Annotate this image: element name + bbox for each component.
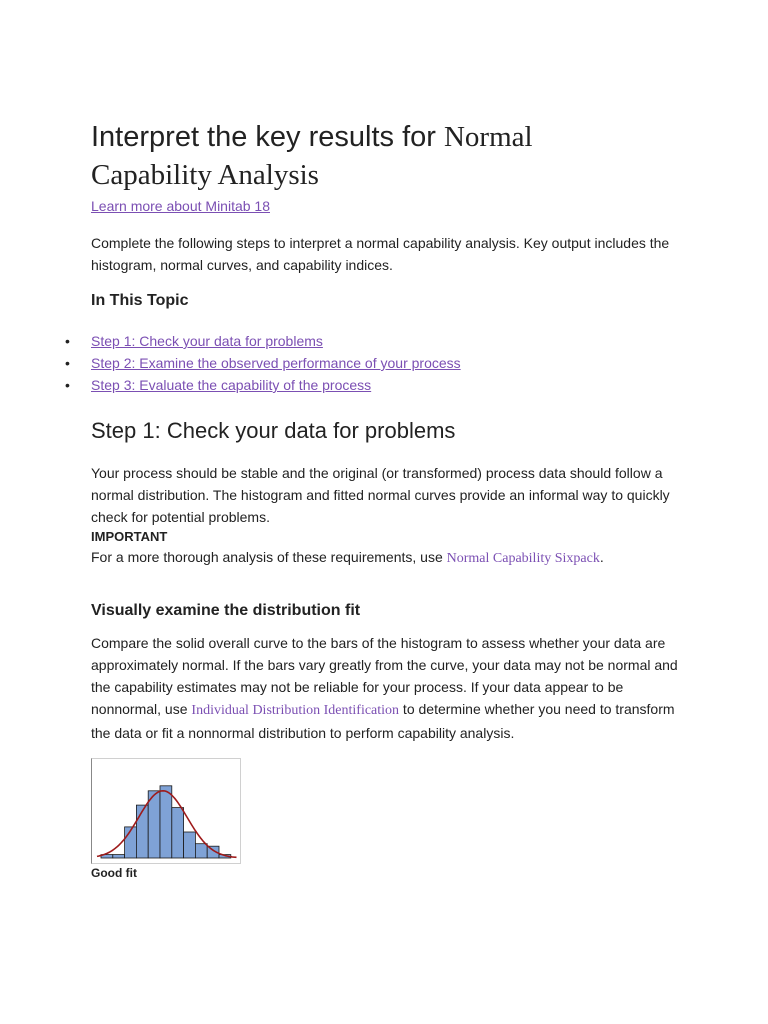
intro-paragraph: Complete the following steps to interpret a normal capability analysis. Key output includes the histogram, normal curves, and capability indices. [91, 235, 670, 273]
histogram-bar [113, 855, 125, 858]
important-end: . [599, 549, 604, 565]
histogram-bar [172, 808, 184, 858]
toc-list [65, 330, 691, 396]
article [65, 118, 691, 880]
title-part1: Interpret the key results for [91, 121, 444, 153]
important-paragraph [91, 546, 691, 570]
step1-paragraph: Your process should be stable and the original (or transformed) process data should follow a normal distribution. The histogram and fitted normal curves provide an informal way to quickly check for potential problems. [91, 465, 670, 525]
histogram-chart [91, 758, 241, 864]
individual-distribution-identification-link[interactable]: Individual Distribution Identification [191, 703, 400, 718]
normal-capability-sixpack-link[interactable]: Normal Capability Sixpack [446, 551, 600, 566]
figure-caption: Good fit [91, 866, 137, 880]
distribution-fit-paragraph [91, 632, 691, 744]
fit-text-b: to determine whether you need to transform the data or fit a nonnormal distribution to perform capability analysis. [91, 701, 675, 741]
distribution-fit-heading: Visually examine the distribution fit [91, 602, 361, 619]
step1-heading: Step 1: Check your data for problems [91, 418, 456, 443]
histogram-bar [136, 805, 148, 858]
bullet-icon: • [65, 377, 70, 393]
important-text: For a more thorough analysis of these requirements, use [91, 549, 447, 565]
page-title [91, 118, 691, 194]
toc-item [65, 330, 691, 352]
toc-item [65, 352, 691, 374]
histogram-bar [160, 786, 172, 858]
title-line2: Capability Analysis [91, 159, 319, 191]
toc-item [65, 374, 691, 396]
toc-link-step-3[interactable]: Step 3: Evaluate the capability of the process [91, 377, 372, 393]
bullet-icon: • [65, 355, 70, 371]
bullet-icon: • [65, 333, 70, 349]
good-fit-figure [91, 758, 241, 880]
learn-more-link[interactable]: Learn more about Minitab 18 [91, 198, 270, 214]
fit-text-a: Compare the solid overall curve to the bars of the histogram to assess whether your data are approximately normal. If the bars vary greatly from the curve, your data may not be normal and the capability estimates may not be reliable for your process. If your data appear to be nonnormal, use [91, 635, 678, 717]
histogram-bar [184, 832, 196, 858]
title-part2: Normal [443, 121, 533, 153]
histogram-bar [195, 844, 207, 858]
important-label: IMPORTANT [91, 529, 168, 544]
toc-link-step-1[interactable]: Step 1: Check your data for problems [91, 333, 323, 349]
toc-link-step-2[interactable]: Step 2: Examine the observed performance of your process [91, 355, 461, 371]
in-this-topic-heading: In This Topic [91, 292, 189, 309]
